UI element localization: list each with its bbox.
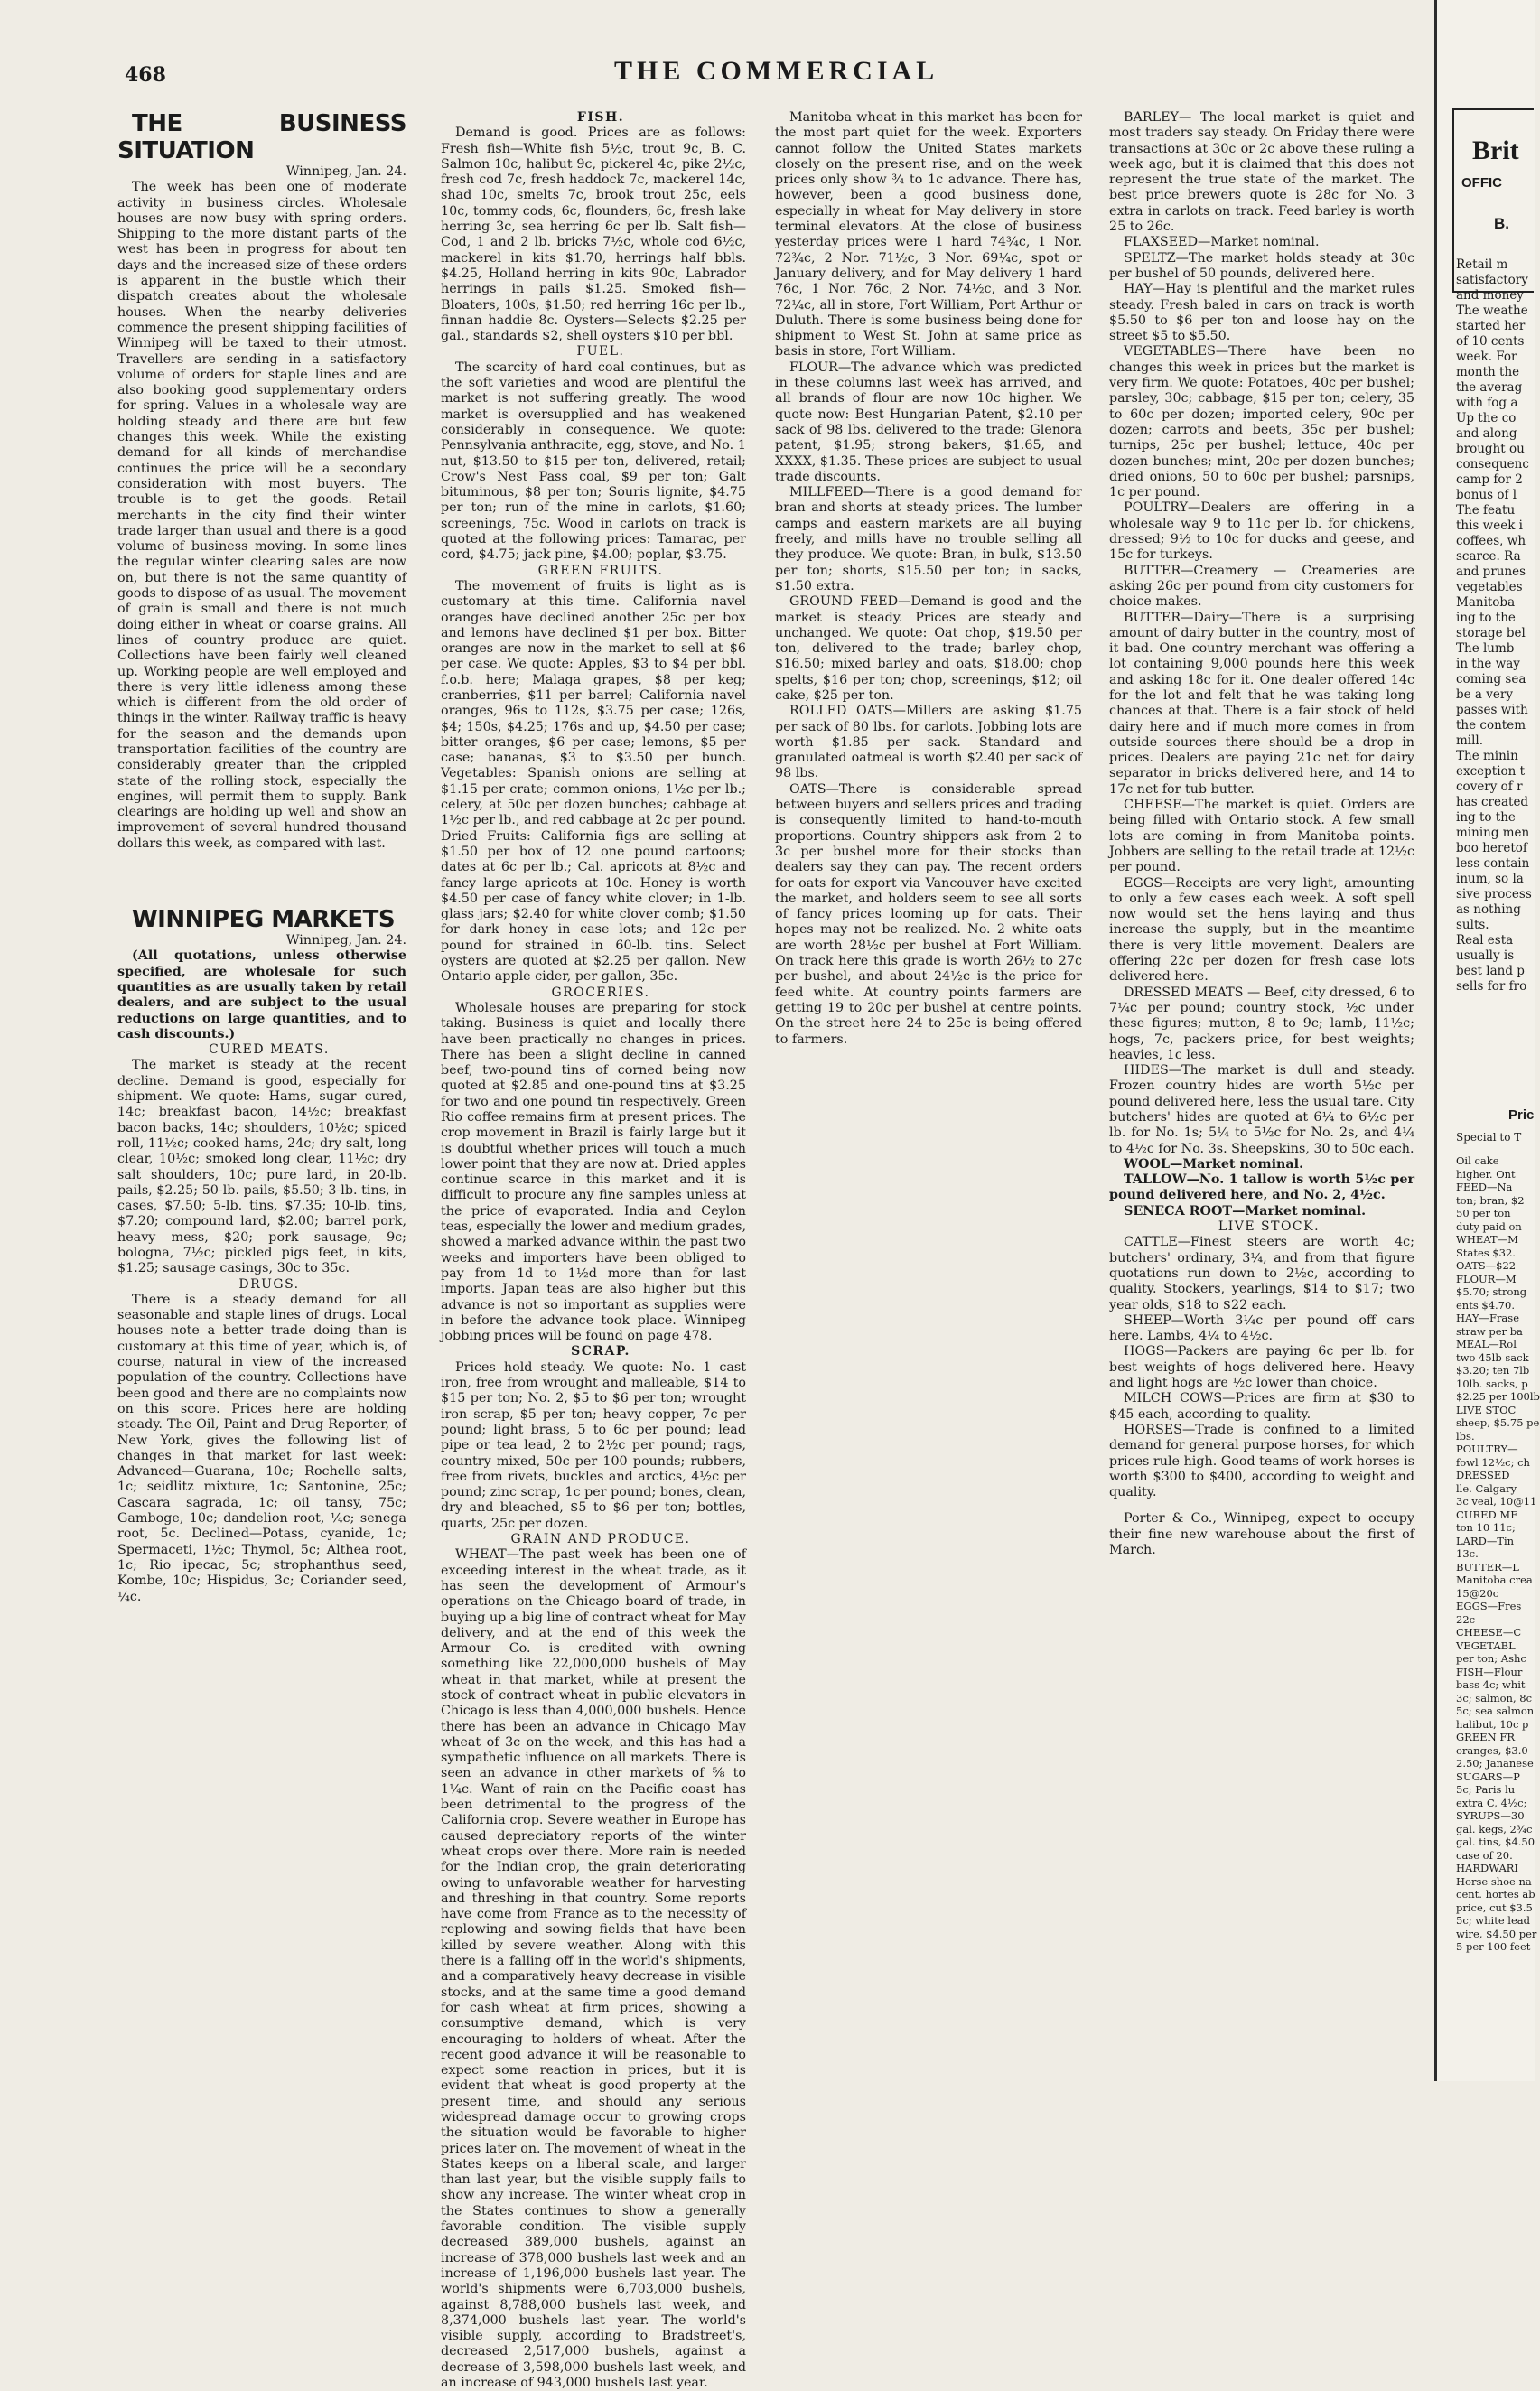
cutoff-text-line: The lumb [1456,641,1515,656]
cutoff-text-line: exception t [1456,764,1526,779]
cutoff-price-line: Horse shoe na [1456,1874,1532,1888]
cured-meats-heading: CURED MEATS. [209,1042,330,1058]
porter-notice: Porter & Co., Winnipeg, expect to occupy their fine new warehouse about the first of March. [1109,1511,1414,1558]
barley-paragraph: BARLEY— The local market is quiet and most traders say steady. On Friday there were transactions at 30c or 2c above these ruling a week ago, but it is claimed that this does not represent the true state of the market. The best price brewers quote is 28c for No. 3 extra in carlots on track. Feed barley is worth 25 to 26c. [1109,110,1414,235]
dressed-meats-paragraph: DRESSED MEATS — Beef, city dressed, 6 to 7¼c per pound; country stock, ½c under these figures; mutton, 8 to 9c; lamb, 11½c; hogs, 7c, packers price, for best weights; heavies, 1c less. [1109,985,1414,1062]
cutoff-price-line: gal. tins, $4.50 [1456,1835,1535,1848]
cutoff-text-line: sults. [1456,918,1489,932]
cutoff-text-line: Real esta [1456,933,1514,948]
cutoff-price-line: fowl 12½c; ch [1456,1455,1530,1469]
scrap-body: Prices hold steady. We quote: No. 1 cast iron, free from wrought and malleable, $14 to $15 per ton; No. 2, $5 to $6 per ton; wrought iron scrap, $5 per ton; heavy copper, 7c per pound; light brass, 5 to 6c per pound; lead pipe or tea lead, 2 to 2½c per pound; rags, country mixed, 50c per 100 pounds; rubbers, free from rivets, buckles and arctics, 4½c per pound; zinc scrap, 1c per pound; bones, clean, dry and bleached, $5 to $6 per ton; bottles, quarts, 25c per dozen. [441,1359,746,1531]
page-number: 468 [125,63,166,87]
cutoff-text-line: started her [1456,319,1526,333]
cutoff-price-line: $2.25 per 100lb [1456,1390,1540,1403]
markets-heading: WINNIPEG MARKETS [132,906,396,934]
oats-paragraph: OATS—There is considerable spread between buyers and sellers prices and trading is consequently limited to hand-to-mouth proportions. Country shippers ask from 2 to 3c per bushel more for their stocks than dealers say they can pay. The recent orders for oats for export via Vancouver have excited the market, and holders seem to see all sorts of fancy prices looming up for oats. Their hopes may not be realized. No. 2 white oats are worth 28½c per bushel at Fort William. On track here this grade is worth 26½ to 27c per bushel, and about 24½c is the price for feed white. At country points farmers are getting 19 to 20c per bushel at centre points. On the street here 24 to 25c is being offered to farmers. [775,781,1082,1047]
cutoff-text-line: The featu [1456,503,1516,518]
hides-paragraph: HIDES—The market is dull and steady. Frozen country hides are worth 5½c per pound delivered here, less the usual tare. City butchers' hides are quoted at 6¼ to 6½c per lb. for No. 1s; 5¼ to 5½c for No. 2s, and 4¼ to 4½c for No. 3s. Sheepskins, 30 to 50c each. [1109,1063,1414,1156]
wool-paragraph: WOOL—Market nominal. [1124,1156,1304,1172]
cutoff-text-line: has created [1456,795,1529,809]
cutoff-text-line: storage bel [1456,626,1526,640]
cutoff-text-line: sells for fro [1456,979,1527,994]
cutoff-price-line: VEGETABL [1456,1639,1516,1652]
cutoff-text-line: and prunes [1456,565,1526,579]
cutoff-price-line: 10lb. sacks, p [1456,1377,1528,1390]
cutoff-text-lines [1456,257,1532,995]
cutoff-text-line: coffees, wh [1456,534,1526,548]
column-3 [775,110,1082,2043]
cutoff-price-line: $5.70; strong [1456,1285,1527,1298]
cutoff-text-line: and money [1456,288,1524,303]
cutoff-price-line: FLOUR—M [1456,1272,1517,1285]
millfeed-paragraph: MILLFEED—There is a good demand for bran and shorts at steady prices. The lumber camps and eastern markets are all buying freely, and mills have no trouble selling all they produce. We quote: Bran, in bulk, $13.50 per ton; shorts, $15.50 per ton; in sacks, $1.50 extra. [775,485,1082,593]
cutoff-text-line: this week i [1456,518,1523,533]
cutoff-text-line: of 10 cents [1456,334,1525,349]
cutoff-price-line: 50 per ton [1456,1207,1511,1219]
cutoff-text-line: mining men [1456,826,1530,840]
eggs-paragraph: EGGS—Receipts are very light, amounting to only a few cases each week. A soft spell now would set the hens laying and thus increase the supply, but in the meantime there is very little movement. Dealers are offering 22c per dozen for fresh case lots delivered here. [1109,875,1414,985]
cutoff-text-line: scarce. Ra [1456,549,1521,564]
cutoff-text-line: week. For [1456,350,1517,364]
cutoff-price-line: 22c [1456,1612,1476,1626]
cutoff-text-line: sive process [1456,887,1532,901]
fuel-heading: FUEL. [576,344,625,360]
business-body: The week has been one of moderate activity in business circles. Wholesale houses are now busy with spring orders. Shipping to the more distant parts of the west has been in progress for about ten days and the increased size of these orders is apparent in the bustle which their dispatch creates about the wholesale houses. When the nearby deliveries commence the present shipping facilities of Winnipeg will be taxed to their utmost. Travellers are sending in a satisfactory volume of orders for staple lines and are also booking good supplementary orders for spring. Values in a wholesale way are holding steady and there are but few changes this week. While the existing demand for all kinds of merchandise continues the price will be a secondary consideration with most buyers. The trouble is to get the goods. Retail merchants in the city find their winter trade larger than usual and there is a good volume of business moving. In some lines the regular winter clearing sales are now on, but there is not the same quantity of goods to dispose of as usual. The movement of grain is small and there is not much doing either in wheat or coarse grains. All lines of country produce are quiet. Collections have been fairly well cleaned up. Working people are well employed and there is very little idleness among these which is different from the old order of things in the winter. Railway traffic is heavy for the season and the demands upon transportation facilities of the country are considerably greater than the crippled state of the rolling stock, especially the engines, will permit them to supply. Bank clearings are holding up well and show an improvement of several hundred thousand dollars this week, as compared with last. [117,180,406,851]
cutoff-price-line: 3c veal, 10@11 [1456,1495,1537,1508]
cutoff-price-line: duty paid on [1456,1219,1522,1233]
cutoff-box-subtitle: OFFIC [1461,175,1502,191]
fish-body: Demand is good. Prices are as follows: Fresh fish—White fish 5½c, trout 9c, B. C. Salmon 10c, halibut 9c, pickerel 4c, pike 2½c, fresh cod 7c, fresh haddock 7c, mackerel 14c, shad 10c, smelts 7c, brook trout 25c, eels 10c, tommy cods, 6c, flounders, 6c, fresh lake herring 3c, sea herring 6c per lb. Salt fish—Cod, 1 and 2 lb. bricks 7½c, whole cod 6½c, mackerel in kits $1.70, herrings half bbls. $4.25, Holland herring in kits 90c, Labrador herrings in pails $1.25. Smoked fish—Bloaters, 100s, $1.50; red herring 16c per lb., finnan haddie 8c. Oysters—Selects $2.25 per gal., standards $2, shell oysters $10 per bbl. [441,126,746,344]
cutoff-price-line: POULTRY— [1456,1443,1518,1455]
column-1 [117,110,406,2043]
cutoff-price-line: lle. Calgary [1456,1481,1517,1495]
cutoff-price-line: 5c; Paris lu [1456,1783,1516,1796]
cutoff-price-line: extra C, 4½c; [1456,1796,1527,1809]
cutoff-text-line: boo heretof [1456,841,1527,855]
cutoff-text-line: vegetables [1456,580,1523,594]
cutoff-price-line: cent. hortes ab [1456,1888,1535,1901]
vegetables-paragraph: VEGETABLES—There have been no changes this week in prices but the market is very firm. We quote: Potatoes, 40c per bushel; parsley, 30c; cabbage, $15 per ton; celery, 35 to 60c per dozen; imported celery, 90c per dozen; carrots and beets, 35c per bushel; turnips, 25c per bushel; lettuce, 40c per dozen bunches; mint, 20c per dozen bunches; dried onions, 50 to 60c per bushel; parsnips, 1c per pound. [1109,344,1414,500]
cutoff-text-line: satisfactory [1456,273,1528,287]
cutoff-price-line: 15@20c [1456,1586,1499,1600]
livestock-heading: LIVE STOCK. [1218,1219,1321,1235]
cutoff-price-line: straw per ba [1456,1324,1523,1338]
cutoff-price-line: FISH—Flour [1456,1665,1523,1678]
cutoff-text-line: usually is [1456,948,1515,963]
wheat-body: WHEAT—The past week has been one of exceeding interest in the wheat trade, as it has seen the development of Armour's operations on the Chicago board of trade, in buying up a big line of contract wheat for May delivery, and at the end of this week the Armour Co. is credited with owning something like 22,000,000 bushels of May wheat in that market, while at present the stock of contract wheat in public elevators in Chicago is less than 4,000,000 bushels. Hence there has been an advance in Chicago May wheat of 3c on the week, and this has had a sympathetic influence on all markets. There is seen an advance in other markets of ⅝ to 1¼c. Want of rain on the Pacific coast has been detrimental to the progress of the California crop. Severe weather in Europe has caused depreciatory reports of the winter wheat crops over there. More rain is needed for the Indian crop, the grain deteriorating owing to unfavorable weather for harvesting and threshing in that country. Some reports have come from France as to the necessity of replowing and sowing fields that have been killed by severe weather. Along with this there is a falling off in the world's shipments, and a comparatively heavy decrease in visible stocks, and at the same time a good demand for cash wheat at firm prices, showing a consumptive demand, which is very encouraging to holders of wheat. After the recent good advance it will be reasonable to expect some reaction in prices, but it is evident that wheat is good property at the present time, and should any serious widespread damage occur to growing crops the situation would be favorable to higher prices later on. The movement of wheat in the States keeps on a liberal scale, and larger than last year, but the visible supply fails to show any increase. The winter wheat crop in the States continues to show a generally favorable condition. The visible supply decreased 389,000 bushels, against an increase of 378,000 bushels last week and an increase of 1,196,000 bushels last year. The world's shipments were 6,703,000 bushels, against 8,788,000 bushels last week, and 8,374,000 bushels last year. The world's visible supply, according to Bradstreet's, decreased 2,517,000 bushels, against a decrease of 3,598,000 bushels last week, and an increase of 943,000 bushels last year. [441,1547,746,2391]
flour-paragraph: FLOUR—The advance which was predicted in these columns last week has arrived, and all brands of flour are now 10c higher. We quote now: Best Hungarian Patent, $2.10 per sack of 98 lbs. delivered to the trade; Glenora patent, $1.95; strong bakers, $1.65, and XXXX, $1.35. These prices are subject to usual trade discounts. [775,360,1082,484]
butter-creamery-paragraph: BUTTER—Creamery — Creameries are asking 26c per pound from city customers for choice makes. [1109,563,1414,610]
cutoff-box-line: B. [1494,215,1509,232]
seneca-paragraph: SENECA ROOT—Market nominal. [1124,1203,1367,1219]
scrap-heading: SCRAP. [571,1344,630,1359]
cutoff-price-line: LARD—Tin [1456,1534,1515,1547]
cutoff-text-line: in the way [1456,657,1520,671]
cutoff-special: Special to T [1456,1131,1522,1144]
cutoff-price-line: 13c. [1456,1547,1479,1560]
drugs-body: There is a steady demand for all seasonable and staple lines of drugs. Local houses note a better trade doing than is customary at this time of year, which is, of course, natural in view of the increased population of the country. Collections have been good and there are no complaints now on this score. Prices here are holding steady. The Oil, Paint and Drug Reporter, of New York, gives the following list of changes in that market for last week: Advanced—Guarana, 10c; Rochelle salts, 1c; seidlitz mixture, 1c; Santonine, 25c; Cascara sagrada, 1c; oil tansy, 75c; Gamboge, 10c; dandelion root, ¼c; senega root, 5c. Declined—Potass, cyanide, 1c; Spermaceti, 1½c; Thymol, 5c; Althea root, 1c; Rio ipecac, 5c; strophanthus seed, Kombe, 10c; Hispidus, 3c; Coriander seed, ¼c. [117,1292,406,1604]
cutoff-price-line: 5 per 100 feet [1456,1940,1531,1953]
cutoff-price-line: SYRUPS—30 [1456,1809,1525,1822]
cutoff-text-line: and along [1456,426,1517,441]
cutoff-text-line: Manitoba [1456,595,1516,610]
column-4 [1109,110,1414,2043]
cutoff-text-line: Retail m [1456,257,1508,272]
cutoff-text-line: mill. [1456,733,1484,748]
cutoff-price-line: HAY—Frase [1456,1312,1519,1324]
cutoff-price-line: HARDWARI [1456,1862,1518,1874]
cheese-paragraph: CHEESE—The market is quiet. Orders are being filled with Ontario stock. A few small lots are coming in from Manitoba points. Jobbers are selling to the retail trade at 12½c per pound. [1109,798,1414,875]
cutoff-price-line: DRESSED [1456,1469,1510,1481]
cutoff-price-line: SUGARS—P [1456,1770,1520,1783]
cutoff-text-line: the averag [1456,380,1523,395]
cutoff-text-line: best land p [1456,964,1525,978]
flaxseed-paragraph: FLAXSEED—Market nominal. [1124,235,1320,250]
cutoff-price-line: 2.50; Jananese [1456,1757,1534,1770]
cutoff-price-line: two 45lb sack [1456,1350,1529,1364]
cutoff-price-line: ents $4.70. [1456,1298,1515,1312]
cutoff-price-line: ton; bran, $2 [1456,1193,1525,1207]
drugs-heading: DRUGS. [238,1276,300,1292]
cutoff-text-line: the contem [1456,718,1526,733]
cutoff-price-line: WHEAT—M [1456,1233,1518,1246]
cutoff-text-line: bonus of l [1456,488,1517,502]
cutoff-price-line: $3.20; ten 7lb [1456,1364,1530,1377]
green-fruits-body: The movement of fruits is light as is customary at this time. California navel oranges have declined another 25c per box and lemons have declined $1 per box. Bitter oranges are now in the market to sell at $6 per case. We quote: Apples, $3 to $4 per bbl. f.o.b. here; Malaga grapes, $8 per keg; cranberries, $11 per barrel; California navel oranges, 96s to 112s, $3.75 per case; 126s, $4; 150s, $4.25; 176s and up, $4.50 per case; bitter oranges, $6 per case; lemons, $5 per case; bananas, $3 to $3.50 per bunch. Vegetables: Spanish onions are selling at $1.15 per crate; common onions, 1½c per lb.; celery, at 50c per dozen bunches; cabbage at 1½c per lb., and red cabbage at 2c per pound. Dried Fruits: California figs are selling at $1.50 per box of 12 one pound cartoons; dates at 6c per lb.; Cal. apricots at 8½c and fancy large apricots at 10c. Honey is worth $4.50 per case of fancy white clover; in 1-lb. glass jars; $2.40 for white clover comb; $1.50 for dark honey in case lots; and 12c per pound for strained in 60-lb. tins. Select oysters are quoted at $2.25 per gallon. New Ontario apple cider, per gallon, 35c. [441,578,746,985]
milch-cows-paragraph: MILCH COWS—Prices are firm at $30 to $45 each, according to quality. [1109,1391,1414,1422]
cutoff-text-line: with fog a [1456,396,1518,410]
cutoff-box-title: Brit [1472,135,1519,165]
business-dateline: Winnipeg, Jan. 24. [285,164,406,179]
hay-paragraph: HAY—Hay is plentiful and the market rules steady. Fresh baled in cars on track is worth $5.50 to $6 per ton and loose hay on the street $5 to $5.50. [1109,282,1414,344]
cutoff-price-lines [1456,1154,1540,1954]
cutoff-price-line: BUTTER—L [1456,1560,1519,1574]
fish-heading: FISH. [576,110,625,125]
masthead: THE COMMERCIAL [614,56,939,86]
horses-paragraph: HORSES—Trade is confined to a limited demand for general purpose horses, for which prices rule high. Good teams of work horses is worth $300 to $400, according to weight and quality. [1109,1422,1414,1500]
cutoff-price-line: oranges, $3.0 [1456,1743,1528,1757]
cutoff-text-line: less contain [1456,856,1530,871]
cutoff-text-line: The minin [1456,749,1518,763]
business-heading: THE BUSINESS SITUATION [117,110,406,164]
cutoff-text-line: brought ou [1456,442,1525,456]
cutoff-price-line: 5c; sea salmon [1456,1705,1535,1717]
green-fruits-heading: GREEN FRUITS. [537,563,664,578]
cutoff-price-line: EGGS—Fres [1456,1600,1522,1612]
cattle-paragraph: CATTLE—Finest steers are worth 4c; butchers' ordinary, 3¼, and from that figure quotations run down to 2½c, according to quality. Stockers, yearlings, $14 to $17; two year olds, $18 to $22 each. [1109,1235,1414,1312]
cutoff-price-line: bass 4c; whit [1456,1678,1526,1691]
sheep-paragraph: SHEEP—Worth 3¼c per pound off cars here. Lambs, 4¼ to 4½c. [1109,1312,1414,1344]
butter-dairy-paragraph: BUTTER—Dairy—There is a surprising amount of dairy butter in the country, most of it bad. One country merchant was offering a lot containing 9,000 pounds here this week and asking 18c for it. One dealer offered 14c for the lot and felt that he was taking long chances at that. There is a fair stock of held dairy here and if much more comes in from outside sources there should be a drop in prices. Dealers are paying 21c net for dairy separator in bricks delivered here, and 14 to 17c net for tub butter. [1109,610,1414,797]
rolled-oats-paragraph: ROLLED OATS—Millers are asking $1.75 per sack of 80 lbs. for carlots. Jobbing lots are worth $1.85 per sack. Standard and granulated oatmeal is worth $2.40 per sack of 98 lbs. [775,704,1082,781]
cutoff-price-line: lbs. [1456,1429,1475,1443]
cutoff-text-line: ing to the [1456,810,1516,825]
cutoff-text-line: passes with [1456,703,1528,717]
cutoff-price-line: LIVE STOC [1456,1403,1517,1416]
cutoff-price-line: FEED—Na [1456,1181,1513,1193]
grain-heading: GRAIN AND PRODUCE. [510,1532,691,1547]
speltz-paragraph: SPELTZ—The market holds steady at 30c per bushel of 50 pounds, delivered here. [1109,250,1414,281]
cutoff-price-line: per ton; Ashc [1456,1652,1526,1665]
cutoff-text-line: month the [1456,365,1520,379]
cutoff-price-line: Manitoba crea [1456,1574,1533,1586]
cutoff-price-line: Oil cake [1456,1154,1499,1167]
groceries-body: Wholesale houses are preparing for stock taking. Business is quiet and locally there have been practically no changes in prices. There has been a slight decline in canned beef, two-pound tins of corned being now quoted at $2.85 and one-pound tins at $3.25 for two and one pound tin respectively. Green Rio coffee remains firm at present prices. The crop movement in Brazil is fairly large but it is doubtful whether prices will touch a much lower point that they are now at. Dried apples continue scarce in this market and it is difficult to procure any fine samples unless at the price of evaporated. India and Ceylon teas, especially the lower and medium grades, showed a marked advance within the past two weeks and importers have been obliged to pay from 1d to 1½d more than for last imports. Japan teas are also higher but this advance is not so important as supplies were in before the advance took place. Winnipeg jobbing prices will be found on page 478. [441,1000,746,1344]
cutoff-price-line: case of 20. [1456,1848,1513,1862]
markets-notice: (All quotations, unless otherwise specified, are wholesale for such quantities as are usually taken by retail dealers, and are subject to the usual reductions on large quantities, and to cash discounts.) [117,948,406,1041]
cutoff-price-line: GREEN FR [1456,1731,1515,1743]
column-2 [441,110,746,2391]
hogs-paragraph: HOGS—Packers are paying 6c per lb. for best weights of hogs delivered here. Heavy and light hogs are ½c lower than choice. [1109,1344,1414,1391]
cutoff-price-line: price, cut $3.5 [1456,1901,1533,1914]
cutoff-price-line: gal. kegs, 2¾c [1456,1822,1533,1835]
cutoff-price-line: CHEESE—C [1456,1626,1522,1639]
groceries-heading: GROCERIES. [551,985,650,1000]
cutoff-price-line: ton 10 11c; [1456,1521,1516,1534]
cutoff-price-line: States $32. [1456,1246,1516,1259]
cutoff-price-line: sheep, $5.75 pe [1456,1416,1540,1429]
cutoff-price-line: higher. Ont [1456,1167,1516,1181]
cutoff-text-line: covery of r [1456,780,1523,794]
cutoff-text-line: as nothing [1456,902,1521,917]
cutoff-prices-heading: Pric [1508,1107,1535,1123]
cutoff-price-line: wire, $4.50 per [1456,1927,1537,1940]
cutoff-price-line: OATS—$22 [1456,1259,1517,1272]
tallow-paragraph: TALLOW—No. 1 tallow is worth 5½c per pound delivered here, and No. 2, 4½c. [1109,1172,1414,1203]
cutoff-price-line: 5c; white lead [1456,1914,1530,1927]
cutoff-text-line: camp for 2 [1456,472,1523,487]
cutoff-text-line: inum, so la [1456,872,1524,886]
cutoff-price-line: 3c; salmon, 8c [1456,1691,1533,1705]
cutoff-text-line: be a very [1456,687,1513,702]
cutoff-price-line: CURED ME [1456,1508,1518,1521]
fuel-body: The scarcity of hard coal continues, but as the soft varieties and wood are plentiful the market is not suffering greatly. The wood market is oversupplied and has weakened considerably in consequence. We quote: Pennsylvania anthracite, egg, stove, and No. 1 nut, $13.50 to $15 per ton, delivered, retail; Crow's Nest Pass coal, $9 per ton; Galt bituminous, $8 per ton; Souris lignite, $4.75 per ton; run of the mine in carlots, $1.60; screenings, 75c. Wood in carlots on track is quoted at the following prices: Tamarac, per cord, $4.75; jack pine, $4.00; poplar, $3.75. [441,360,746,563]
poultry-paragraph: POULTRY—Dealers are offering in a wholesale way 9 to 11c per lb. for chickens, dressed; 9½ to 10c for ducks and geese, and 15c for turkeys. [1109,500,1414,563]
cutoff-text-line: Up the co [1456,411,1517,425]
markets-dateline: Winnipeg, Jan. 24. [285,933,406,948]
cutoff-text-line: consequenc [1456,457,1529,472]
manitoba-wheat: Manitoba wheat in this market has been for the most part quiet for the week. Exporters cannot follow the United States markets closely on the present rise, and on the week prices only show ¾ to 1c advance. There has, however, been a good business done, especially in wheat for May delivery in store terminal elevators. At the close of business yesterday prices were 1 hard 74¾c, 1 Nor. 72¾c, 2 Nor. 71½c, 3 Nor. 69¼c, spot or January delivery, and for May delivery 1 hard 76c, 1 Nor. 76c, 2 Nor. 74½c, and 3 Nor. 72¼c, all in store, Fort William, Port Arthur or Duluth. There is some business being done for shipment to West St. John at same price as basis in store, Fort William. [775,110,1082,360]
cutoff-price-line: halibut, 10c p [1456,1717,1529,1731]
ground-feed-paragraph: GROUND FEED—Demand is good and the market is steady. Prices are steady and unchanged. We quote: Oat chop, $19.50 per ton, delivered to the trade; barley chop, $16.50; mixed barley and oats, $18.00; chop spelts, $16 per ton; chop, screenings, $12; oil cake, $25 per ton. [775,594,1082,703]
cutoff-text-line: ing to the [1456,611,1516,625]
cutoff-text-line: The weathe [1456,304,1528,318]
cutoff-price-line: MEAL—Rol [1456,1338,1517,1350]
cutoff-text-line: coming sea [1456,672,1526,686]
cured-meats-body: The market is steady at the recent decline. Demand is good, especially for shipment. We quote: Hams, sugar cured, 14c; breakfast bacon, 14½c; breakfast bacon backs, 14c; shoulders, 10½c; spiced roll, 11½c; cooked hams, 24c; dry salt, long clear, 10½c; smoked long clear, 11½c; dry salt shoulders, 10c; pure lard, in 20-lb. pails, $2.25; 50-lb. pails, $5.50; 3-lb. tins, in cases, $7.50; 5-lb. tins, $7.35; 10-lb. tins, $7.20; compound lard, $2.00; barrel pork, heavy mess, $20; pork sausage, 9c; bologna, 7½c; pickled pigs feet, in kits, $1.25; sausage casings, 30c to 35c. [117,1058,406,1276]
